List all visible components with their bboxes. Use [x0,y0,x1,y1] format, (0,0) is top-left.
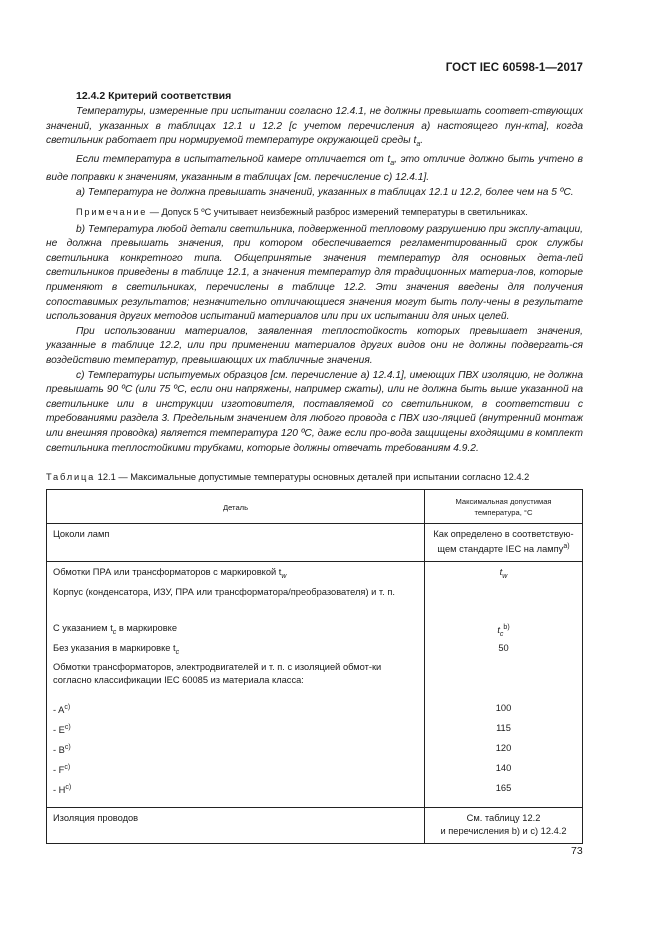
value-housing [431,586,576,622]
value-insulation-classes [431,661,576,702]
value-cell: См. таблицу 12.2 и перечисления b) и с) 12.4.2 [425,808,583,844]
column-header-part: Деталь [47,490,425,524]
value-class-e: 115 [496,723,511,734]
table-row [47,808,583,844]
class-f: - $F^{c)}$ [53,763,71,775]
part-cell: Изоляция проводов [47,808,425,844]
section-heading: 12.4.2 Критерий соответствия [76,90,232,102]
value-without-tc: 50 [498,642,509,653]
part-without-tc: Без указания в маркировке $t_c$ [53,642,180,656]
value-class-a: 100 [495,703,512,714]
paragraph-2: Если температура в испытательной камере отличается от $t_a$, это отличие должно быть учтено в виде поправки к значениям, указанным в таблицах [см. перечисление с) 12.4.1]. [46,153,583,184]
value-cell: Как определено в соответствую- щем стандарте IEC на лампу$^{a)}$ [425,524,583,562]
part-with-tc: С указанием $t_c$ в маркировке [53,622,178,636]
part-windings: Обмотки ПРА или трансформаторов с маркировкой $t_w$ [53,567,287,580]
value-class-b: 120 [495,743,512,754]
document-body [46,90,583,844]
class-a: - $A^{c)}$ [53,704,71,716]
body-cell-parts [47,562,425,808]
part-housing: Корпус (конденсатора, ИЗУ, ПРА или трансформатора/преобразователя) и т. п. [53,586,395,597]
temperature-table [46,489,583,844]
paragraph-c: c) Температуры испытуемых образцов [см. перечисление а) 12.4.1], имеющих ПВХ изоляцию, не должна превышать 90 ºС (или 75 ºС, если они напряжены, например сжаты), или не должна быть выше указанной на светильнике или в инструкции изготовителя, поставляемой со светильником, в соответствии с требованиями раздела 3. Предельным значением для любого провода с ПВХ изо-ляцией (внутренний монтаж или внешняя проводка) является температура 120 ºС, даже если про-вода защищены входящими в комплект светильника теплостойкими трубками, которые должны отвечать требованиям 4.9.2. [46,369,583,454]
page-number: 73 [571,845,583,857]
body-cell-values [425,562,583,808]
paragraph-materials: При использовании материалов, заявленная теплостойкость которых превышает значения, указанные в таблице 12.2, или при применении материалов других видов они не должны подвергать-ся воздействию температур, превышающих их табличные значения. [46,325,583,366]
class-h: - $H^{c)}$ [53,783,72,795]
note-label: Примечание [76,206,148,217]
paragraph-b: b) Температура любой детали светильника, подверженной тепловому разрушению при эксплу-атации, не должна превышать значения, при котором обеспечивается регламентированный срок службы светильника конкретного типа. Общепринятые значения температур для основных дета-лей светильников приведены в таблице 12.1, а значения температур для традиционных материа-лов, которые применяют в светильниках, перечислены в таблице 12.2. Эти значения введены для получения сопоставимых результатов; незначительно отличающиеся значения могут быть полу-чены в результате использования других методов испытаний материалов или при их испытании для иных целей. [46,223,583,323]
value-windings: $t_w$ [499,567,508,580]
note: Примечание — Допуск 5 ºС учитывает неизбежный разброс измерений температуры в светильниках. [76,206,528,217]
table-header-row [47,490,583,524]
part-insulation-classes: Обмотки трансформаторов, электродвигателей и т. п. с изоляцией обмот-ки согласно классификации IEC 60085 из материала класса: [53,662,382,685]
table-caption: Таблица 12.1 — Максимальные допустимые температуры основных деталей при испытании согласно 12.4.2 [46,472,530,483]
part-cell: Цоколи ламп [47,524,425,562]
class-e: - $E^{c)}$ [53,724,71,736]
table-row [47,562,583,808]
value-class-f: 140 [495,762,512,773]
class-b: - $B^{c)}$ [53,744,71,756]
paragraph-1: Температуры, измеренные при испытании согласно 12.4.1, не должны превышать соответ-ствующих значений, указанных в таблицах 12.1 и 12.2 [с учетом перечисления а) настоящего пун-кта], когда светильник работает при нормируемой температуре окружающей среды $t_a$. [46,106,583,149]
value-class-h: 165 [495,782,512,793]
paragraph-a: a) Температура не должна превышать значений, указанных в таблицах 12.1 и 12.2, более чем на 5 ºС. [76,187,574,199]
column-header-temperature: Максимальная допустимая температура, °С [425,490,583,524]
value-with-tc: $t_c^{b)}$ [497,623,510,638]
table-row [47,524,583,562]
document-code: ГОСТ IEC 60598-1—2017 [445,62,583,74]
